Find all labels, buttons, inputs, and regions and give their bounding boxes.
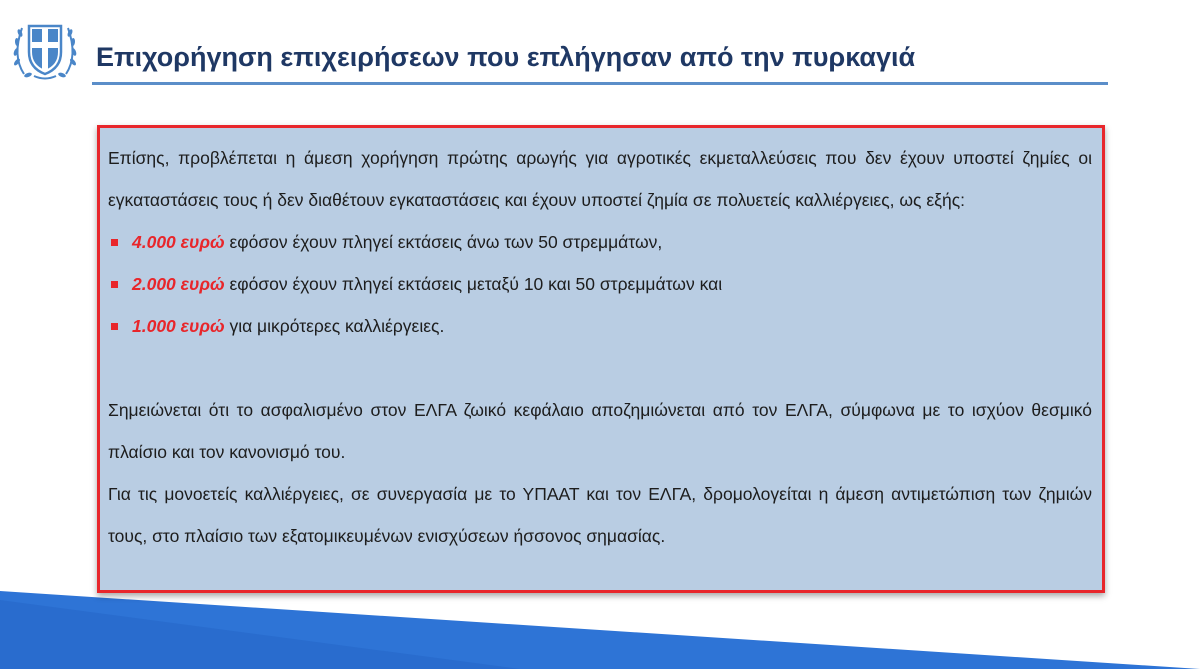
square-bullet-icon — [111, 281, 118, 288]
list-item — [108, 305, 1092, 347]
square-bullet-icon — [111, 239, 118, 246]
greek-coat-of-arms-icon — [8, 12, 82, 86]
square-bullet-icon — [111, 323, 118, 330]
intro-paragraph: Επίσης, προβλέπεται η άμεση χορήγηση πρώτης αρωγής για αγροτικές εκμεταλλεύσεις που δεν έχουν υποστεί ζημίες οι εγκαταστάσεις τους ή δεν διαθέτουν εγκαταστάσεις και έχουν υποστεί ζημία σε πολυετείς καλλιέργειες, ως εξής: — [108, 148, 1092, 210]
amount-description: εφόσον έχουν πληγεί εκτάσεις άνω των 50 στρεμμάτων, — [224, 232, 663, 252]
note-paragraph-elga: Σημειώνεται ότι το ασφαλισμένο στον ΕΛΓΑ ζωικό κεφάλαιο αποζημιώνεται από τον ΕΛΓΑ, σύμφωνα με το ισχύον θεσμικό πλαίσιο και τον κανονισμό του. — [108, 400, 1092, 462]
list-item — [108, 263, 1092, 305]
amount-label: 2.000 ευρώ — [132, 274, 225, 294]
amount-description: για μικρότερες καλλιέργειες. — [224, 316, 445, 336]
amount-label: 4.000 ευρώ — [132, 232, 225, 252]
spacer — [108, 347, 1092, 389]
content-box — [97, 125, 1105, 593]
title-underline — [92, 82, 1108, 85]
note-paragraph-annual-crops: Για τις μονοετείς καλλιέργειες, σε συνεργασία με το ΥΠΑΑΤ και τον ΕΛΓΑ, δρομολογείται η άμεση αντιμετώπιση των ζημιών τους, στο πλαίσιο των εξατομικευμένων ενισχύσεων ήσσονος σημασίας. — [108, 484, 1092, 546]
amount-list — [108, 221, 1092, 347]
amount-label: 1.000 ευρώ — [132, 316, 225, 336]
page-title: Επιχορήγηση επιχειρήσεων που επλήγησαν από την πυρκαγιά — [96, 42, 916, 72]
list-item — [108, 221, 1092, 263]
amount-description: εφόσον έχουν πληγεί εκτάσεις μεταξύ 10 και 50 στρεμμάτων και — [224, 274, 723, 294]
